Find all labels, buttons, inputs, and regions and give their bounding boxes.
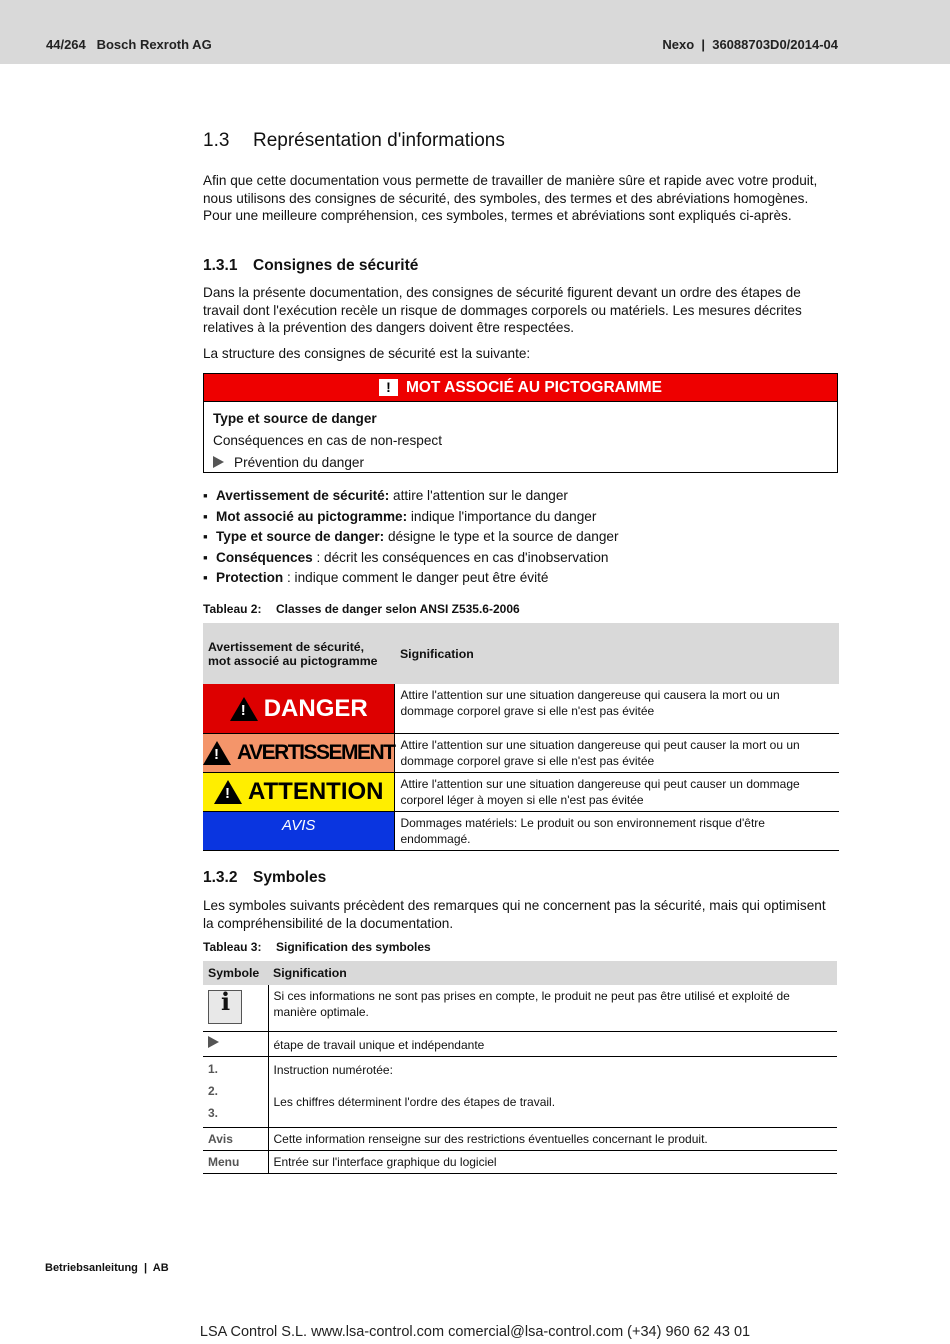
numbered-text: Instruction numérotée: (273, 1063, 393, 1077)
structure-paragraph: La structure des consignes de sécurité est la suivante: (203, 346, 531, 361)
bullet-term: Conséquences (216, 549, 313, 565)
danger-consequences: Conséquences en cas de non-respect (213, 433, 442, 448)
warning-signal-word: AVERTISSEMENT (237, 740, 395, 764)
bullet-term: Avertissement de sécurité: (216, 488, 390, 503)
bullet-text: : indique comment le danger peut être évité (283, 570, 549, 586)
section-number: 1.3 (203, 130, 230, 151)
safety-notice-template (203, 373, 838, 473)
warning-triangle-icon: ! (203, 741, 231, 765)
table-cell: Attire l'attention sur une situation dangereuse qui peut causer la mort ou un dommage corporel grave si elle n'est pas évitée (395, 734, 839, 773)
table-row (203, 734, 839, 773)
table-row (203, 812, 839, 851)
danger-classes-table (203, 623, 839, 851)
step-number: 2. (208, 1084, 219, 1098)
table-row (203, 1151, 837, 1174)
subsection-title: Symboles (253, 869, 327, 886)
notice-signal-word: AVIS (282, 817, 316, 834)
table-row (203, 684, 839, 734)
caption-text: Signification des symboles (276, 940, 431, 954)
page-header (0, 0, 950, 64)
caution-label-cell (203, 773, 395, 812)
column-header: Symbole (203, 961, 268, 985)
table-cell: Attire l'attention sur une situation dangereuse qui causera la mort ou un dommage corporel grave si elle n'est pas évitée (395, 684, 839, 734)
footer-contact: LSA Control S.L. www.lsa-control.com comercial@lsa-control.com (+34) 960 62 43 01 (199, 1324, 751, 1340)
safety-notice-body (204, 402, 837, 480)
subsection-heading-safety (203, 257, 418, 275)
danger-signal-word: DANGER (263, 694, 368, 722)
table-row (203, 1057, 837, 1128)
header-left: 44/264 Bosch Rexroth AG (46, 37, 212, 52)
symbol-cell: Menu (203, 1151, 268, 1174)
bullet-text: attire l'attention sur le danger (389, 488, 568, 503)
table-header-row (203, 961, 837, 985)
table2-caption (203, 602, 520, 616)
subsection-number: 1.3.1 (203, 257, 238, 274)
signal-word: MOT ASSOCIÉ AU PICTOGRAMME (405, 378, 663, 396)
table-cell: Dommages matériels: Le produit ou son environnement risque d'être endommagé. (395, 812, 839, 851)
table-cell: étape de travail unique et indépendante (268, 1032, 837, 1057)
subsection-heading-symbols (203, 869, 326, 887)
header-right: Nexo | 36088703D0/2014-04 (662, 37, 838, 52)
safety-notice-header (204, 374, 837, 402)
column-header: Signification (395, 623, 839, 684)
prevention-text: Prévention du danger (234, 455, 364, 470)
step-arrow-icon (208, 1036, 219, 1048)
symbols-paragraph: Les symboles suivants précèdent des remarques qui ne concernent pas la sécurité, mais qui optimisent la compréhensibilité de la documentation. (203, 898, 826, 931)
list-item: ▪ Protection : indique comment le danger peut être évité (203, 570, 549, 586)
caption-number: Tableau 3: (203, 940, 262, 954)
list-item: ▪ Mot associé au pictogramme: indique l'importance du danger (203, 508, 597, 524)
table-cell (268, 1057, 837, 1128)
list-item: ▪ Type et source de danger: désigne le type et la source de danger (203, 529, 619, 545)
bullet-text: : décrit les conséquences en cas d'inobservation (312, 549, 609, 565)
exclamation-icon: ! (379, 379, 398, 396)
table3-caption (203, 940, 431, 954)
caution-signal-word: ATTENTION (247, 777, 384, 805)
table-row (203, 773, 839, 812)
list-item: ▪ Avertissement de sécurité: attire l'attention sur le danger (203, 488, 568, 503)
table-cell: Si ces informations ne sont pas prises en compte, le produit ne peut pas être utilisé et exploité de manière optimale. (268, 985, 837, 1032)
caption-text: Classes de danger selon ANSI Z535.6-2006 (276, 602, 520, 616)
symbol-cell (203, 985, 268, 1032)
symbol-cell: Avis (203, 1128, 268, 1151)
section-title: Représentation d'informations (253, 130, 505, 151)
warning-label-cell (203, 734, 395, 773)
caption-number: Tableau 2: (203, 602, 262, 616)
warning-triangle-icon: ! (230, 697, 258, 721)
subsection-number: 1.3.2 (203, 869, 238, 886)
bullet-term: Protection (216, 570, 284, 586)
danger-label-cell (203, 684, 395, 734)
list-item: ▪ Conséquences : décrit les conséquences en cas d'inobservation (203, 549, 609, 565)
symbol-cell (203, 1057, 268, 1128)
footer-left: Betriebsanleitung | AB (45, 1262, 169, 1274)
bullet-list (203, 486, 839, 589)
danger-type: Type et source de danger (213, 411, 377, 426)
step-arrow-icon (213, 456, 224, 468)
column-header: Avertissement de sécurité, mot associé au pictogramme (203, 623, 395, 684)
table-cell: Entrée sur l'interface graphique du logiciel (268, 1151, 837, 1174)
warning-triangle-icon: ! (214, 780, 242, 804)
bullet-term: Type et source de danger: (216, 529, 385, 545)
table-row (203, 1128, 837, 1151)
table-cell: Attire l'attention sur une situation dangereuse qui peut causer un dommage corporel léger à moyen si elle n'est pas évitée (395, 773, 839, 812)
bullet-text: désigne le type et la source de danger (384, 529, 619, 545)
info-icon: i (208, 990, 242, 1024)
subsection-title: Consignes de sécurité (253, 257, 419, 274)
step-number: 1. (208, 1062, 219, 1076)
column-header: Signification (268, 961, 837, 985)
table-header-row (203, 623, 839, 684)
numbered-text: Les chiffres déterminent l'ordre des étapes de travail. (273, 1095, 556, 1109)
safety-paragraph: Dans la présente documentation, des consignes de sécurité figurent devant un ordre des étapes de travail dont l'exécution recèle un risque de dommages corporels ou matériels. Les mesures décrites relatives à la prévention des dangers doivent être respectées. (203, 285, 802, 335)
table-cell: Cette information renseigne sur des restrictions éventuelles concernant le produit. (268, 1128, 837, 1151)
danger-prevention (213, 452, 828, 474)
symbols-table (203, 961, 837, 1174)
section-heading (203, 130, 505, 152)
symbol-cell (203, 1032, 268, 1057)
bullet-text: indique l'importance du danger (407, 508, 597, 524)
bullet-term: Mot associé au pictogramme: (216, 508, 408, 524)
step-number: 3. (208, 1106, 219, 1120)
table-row (203, 985, 837, 1032)
notice-label-cell (203, 812, 395, 851)
intro-paragraph: Afin que cette documentation vous permette de travailler de manière sûre et rapide avec votre produit, nous utilisons des consignes de sécurité, des symboles, des termes et des abréviations homogènes. Pour une meilleure compréhension, ces symboles, termes et abréviations sont expliqués ci-après. (203, 173, 818, 223)
table-row (203, 1032, 837, 1057)
